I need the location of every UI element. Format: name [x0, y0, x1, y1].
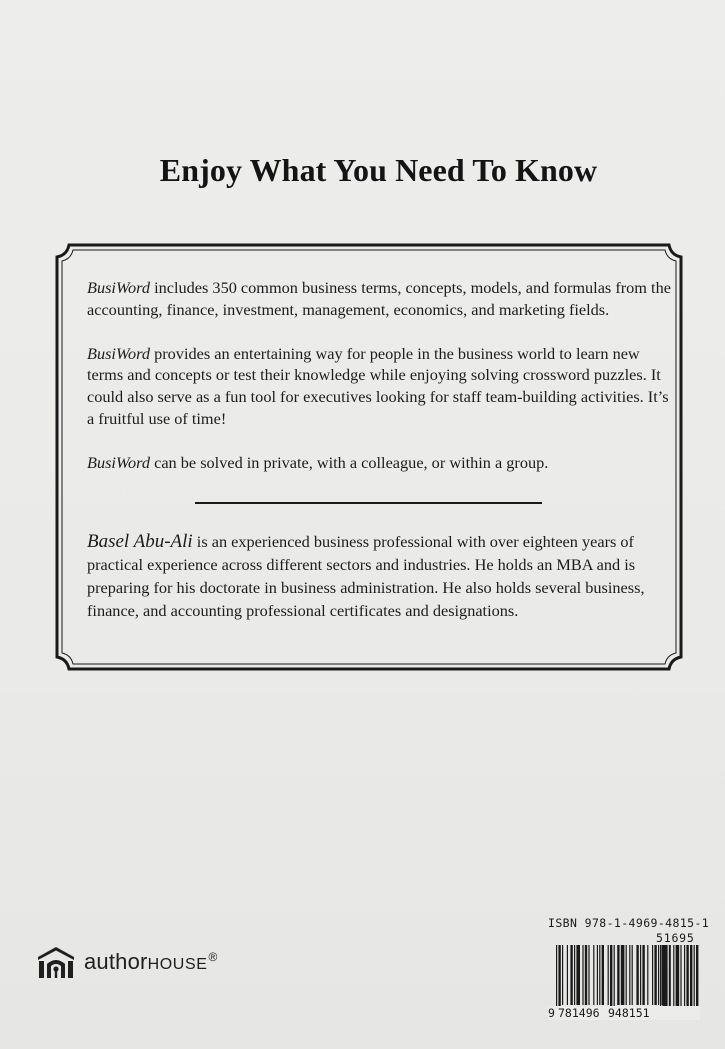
barcode-bar [647, 945, 648, 1005]
page-title: Enjoy What You Need To Know [159, 152, 598, 188]
barcode-bar [558, 945, 560, 1011]
barcode-bar [617, 945, 619, 1005]
barcode-bar [608, 945, 609, 1005]
barcode-addon-bar [673, 945, 674, 1007]
barcode-bar [626, 945, 627, 1005]
brand-name: BusiWord [87, 343, 151, 363]
barcode-digits [548, 1006, 700, 1020]
barcode-addon-bar [694, 945, 695, 1007]
barcode-bar [567, 945, 568, 1005]
barcode-bar [614, 945, 615, 1011]
barcode-bar [610, 945, 612, 1011]
description-frame [55, 243, 683, 671]
publisher-name-upper: HOUSE [147, 956, 208, 973]
divider-line [195, 502, 542, 504]
barcode-bar [658, 945, 659, 1005]
barcode-bar [599, 945, 600, 1005]
barcode-bar [602, 945, 604, 1005]
paragraph-includes [87, 277, 677, 321]
frame-content [87, 277, 677, 622]
paragraph-text: can be solved in private, with a colleague, or within a group. [150, 452, 549, 472]
author-bio [87, 530, 677, 622]
barcode-digits-left: 781496 [558, 1006, 600, 1020]
paragraph-provides [87, 343, 677, 430]
brand-name: BusiWord [87, 452, 151, 472]
barcode-bar [652, 945, 653, 1005]
barcode-addon-bar [680, 945, 681, 1007]
barcode-bar [640, 945, 641, 1005]
barcode-bar [654, 945, 656, 1005]
barcode-bar [562, 945, 563, 1005]
paragraph-text: includes 350 common business terms, concepts, models, and formulas from the accounting, finance, investment, management, economics, and marketing fields. [87, 278, 671, 319]
barcode-addon-bar [690, 945, 692, 1007]
barcode-digits-right: 948151 [608, 1006, 650, 1020]
authorhouse-logo-icon [36, 944, 76, 980]
barcode-bar [593, 945, 594, 1005]
paragraph-solved [87, 452, 677, 474]
brand-name: BusiWord [87, 278, 151, 297]
paragraph-text: provides an entertaining way for people in the business world to learn new terms and concepts or test their knowledge while enjoying solving crossword puzzles. It could also serve as a fun tool for executives looking for staff team-building activities. It’s a fruitful use of time! [87, 343, 669, 428]
barcode-digit-first: 9 [548, 1006, 555, 1020]
barcode-addon-bar [662, 945, 664, 1007]
barcode-bar [576, 945, 580, 1005]
barcode-addon-bar [666, 945, 667, 1007]
publisher-name [84, 949, 218, 975]
barcode-bar [632, 945, 633, 1005]
barcode-bar [629, 945, 630, 1005]
barcode-bar [570, 945, 572, 1005]
barcode-bar [556, 945, 557, 1011]
isbn-text: ISBN 978-1-4969-4815-1 [548, 916, 710, 930]
barcode-bar [574, 945, 575, 1005]
barcode-bar [636, 945, 638, 1005]
barcode-addon-bar [696, 945, 698, 1007]
barcode-addon-bar [660, 945, 661, 1007]
registered-mark: ® [208, 949, 218, 964]
barcode-addon-bar [676, 945, 680, 1007]
barcode-addon-bar [684, 945, 685, 1007]
barcode-bar [585, 945, 587, 1005]
publisher-name-lower: author [84, 949, 148, 974]
barcode-addon-bar [670, 945, 671, 1007]
barcode-bar [588, 945, 589, 1005]
barcode-bars [548, 945, 700, 1013]
bio-text: is an experienced business professional with over eighteen years of practical experience across different sectors and industries. He holds an MBA and is preparing for his doctorate in business administration. He also holds several business, finance, and accounting professional certificates and designations. [87, 531, 645, 620]
barcode-bar [642, 945, 644, 1005]
barcode-bar [582, 945, 583, 1005]
barcode-bar [597, 945, 598, 1005]
price-code: 51695 [656, 931, 695, 945]
publisher-logo [36, 944, 218, 980]
isbn-barcode [548, 916, 710, 1026]
barcode-addon-bar [686, 945, 688, 1007]
barcode-bar [621, 945, 625, 1005]
author-name: Basel Abu-Ali [87, 530, 193, 552]
